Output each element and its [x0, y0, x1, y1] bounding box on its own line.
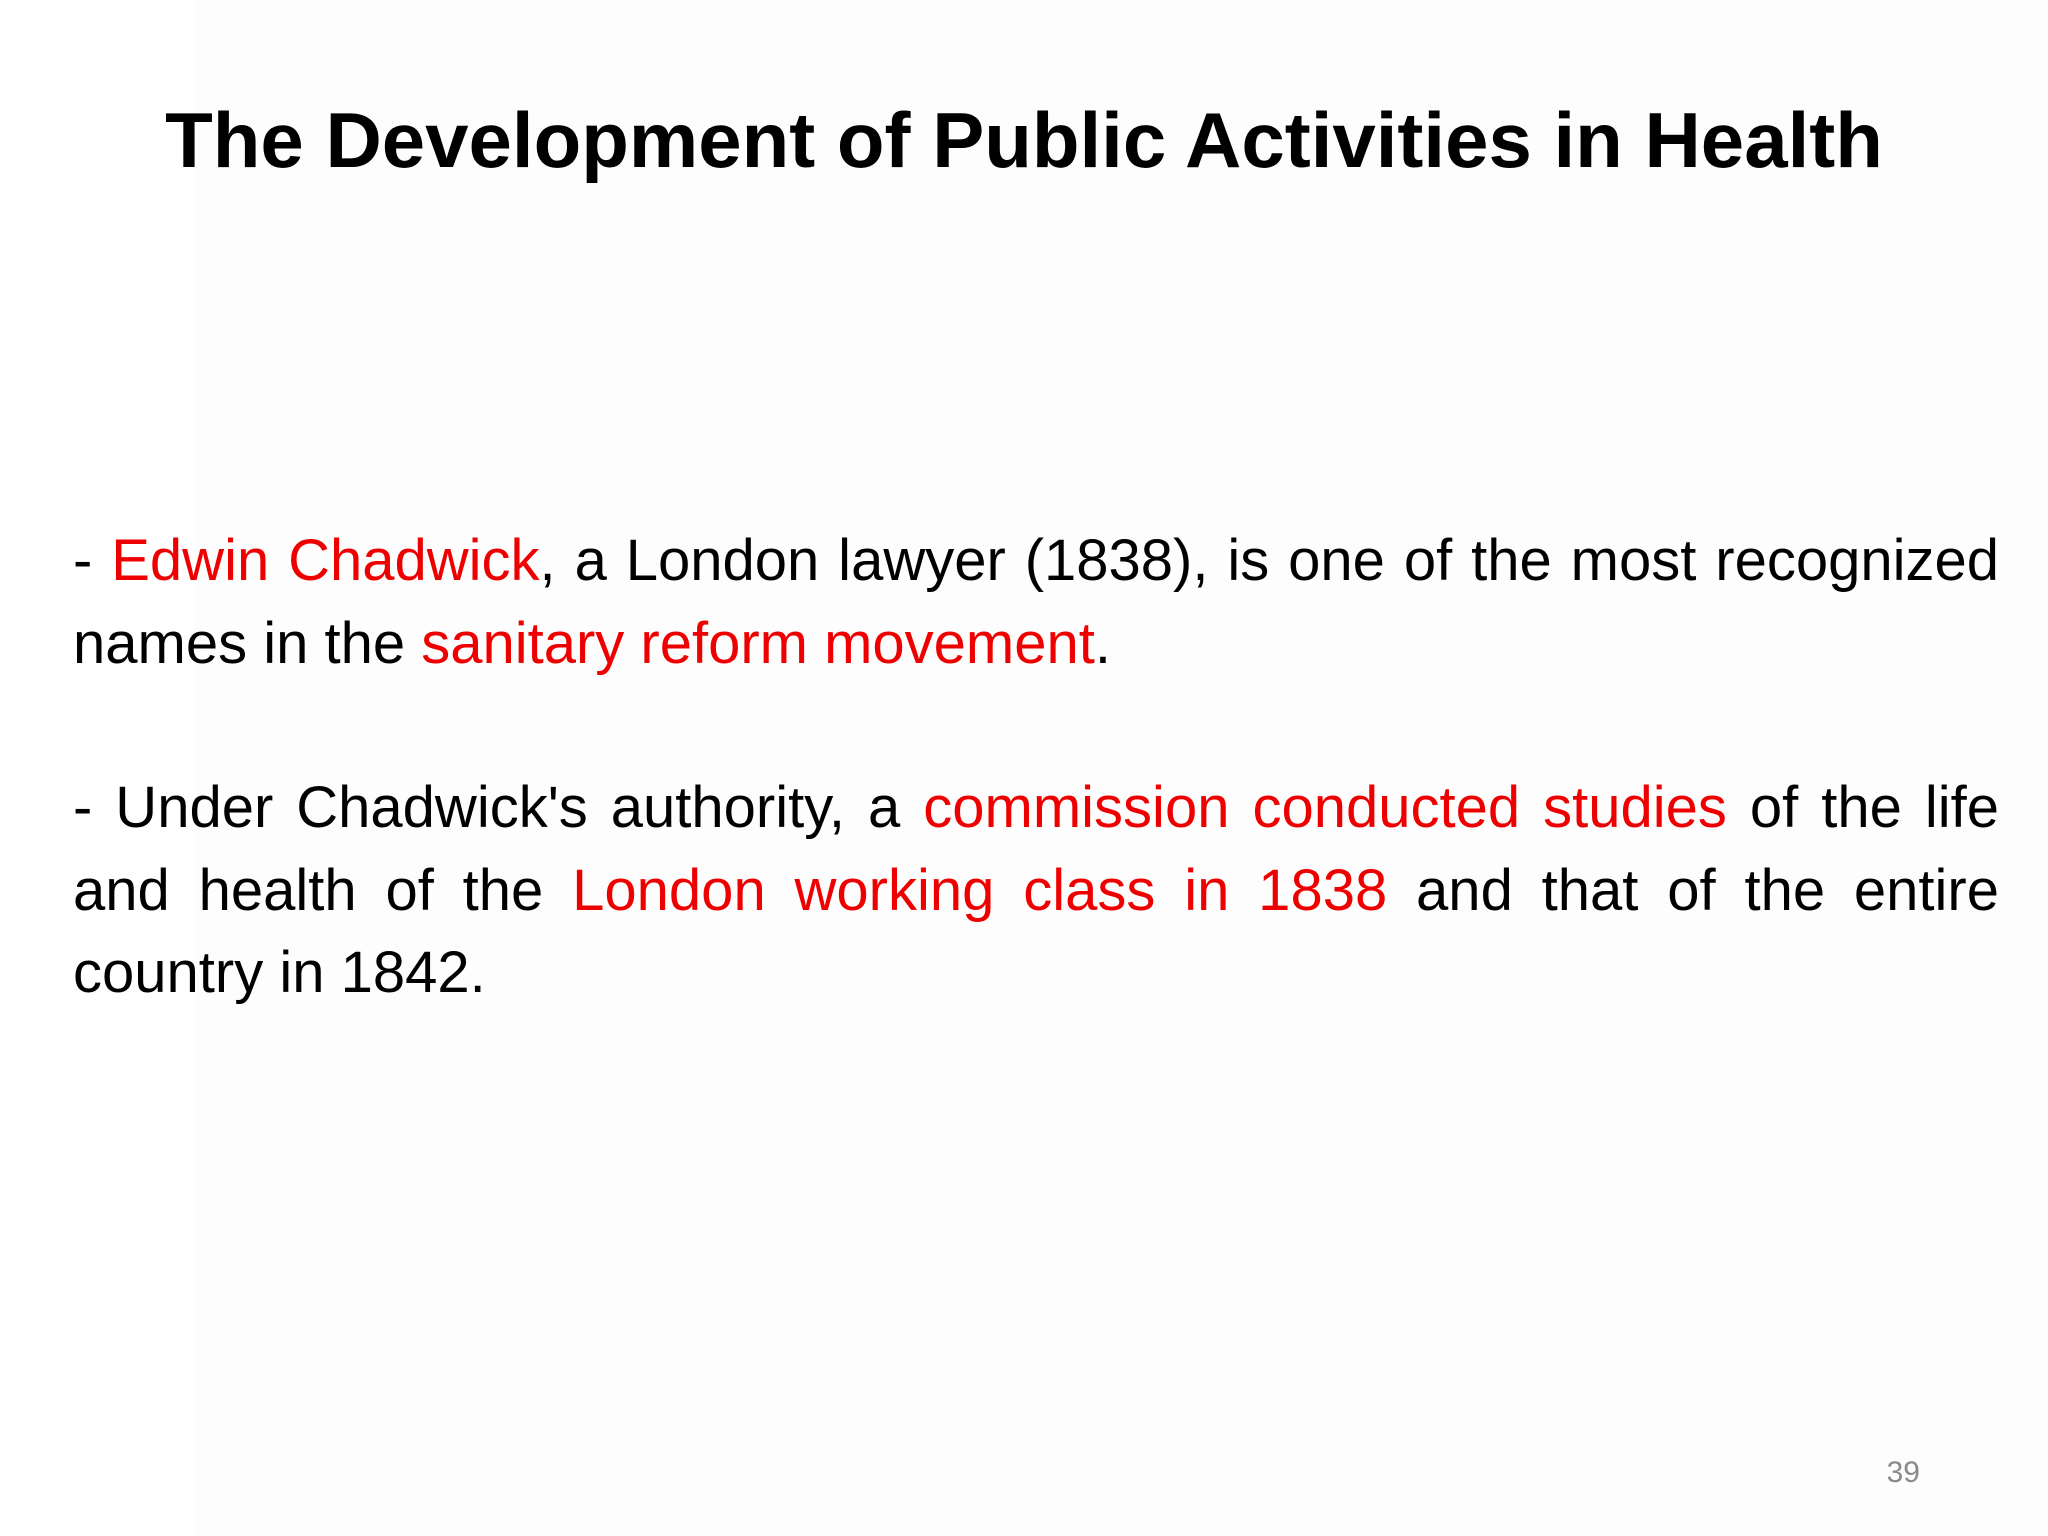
text-segment: - Under Chadwick's authority, a [73, 775, 924, 840]
text-segment: , a London lawyer (1838), is one of the most recognized names in the [73, 528, 1999, 676]
paragraph-chadwick-intro [73, 520, 1999, 685]
slide-body [73, 520, 1999, 1015]
text-segment: . [1094, 610, 1111, 676]
paragraph-commission-studies [73, 767, 1999, 1015]
highlight-edwin-chadwick: Edwin Chadwick [111, 528, 540, 593]
highlight-sanitary-reform-movement: sanitary reform movement [421, 610, 1095, 676]
highlight-london-working-class: London working class in 1838 [572, 857, 1388, 923]
text-segment: - [73, 528, 112, 593]
slide-title: The Development of Public Activities in Health [165, 96, 1883, 184]
highlight-commission-conducted-studies: commission conducted studies [923, 775, 1727, 840]
text-segment: and that of the entire country in 1842. [73, 857, 1999, 1005]
page-number: 39 [1886, 1456, 1920, 1489]
text-segment: of the life and health of the [73, 775, 1999, 923]
